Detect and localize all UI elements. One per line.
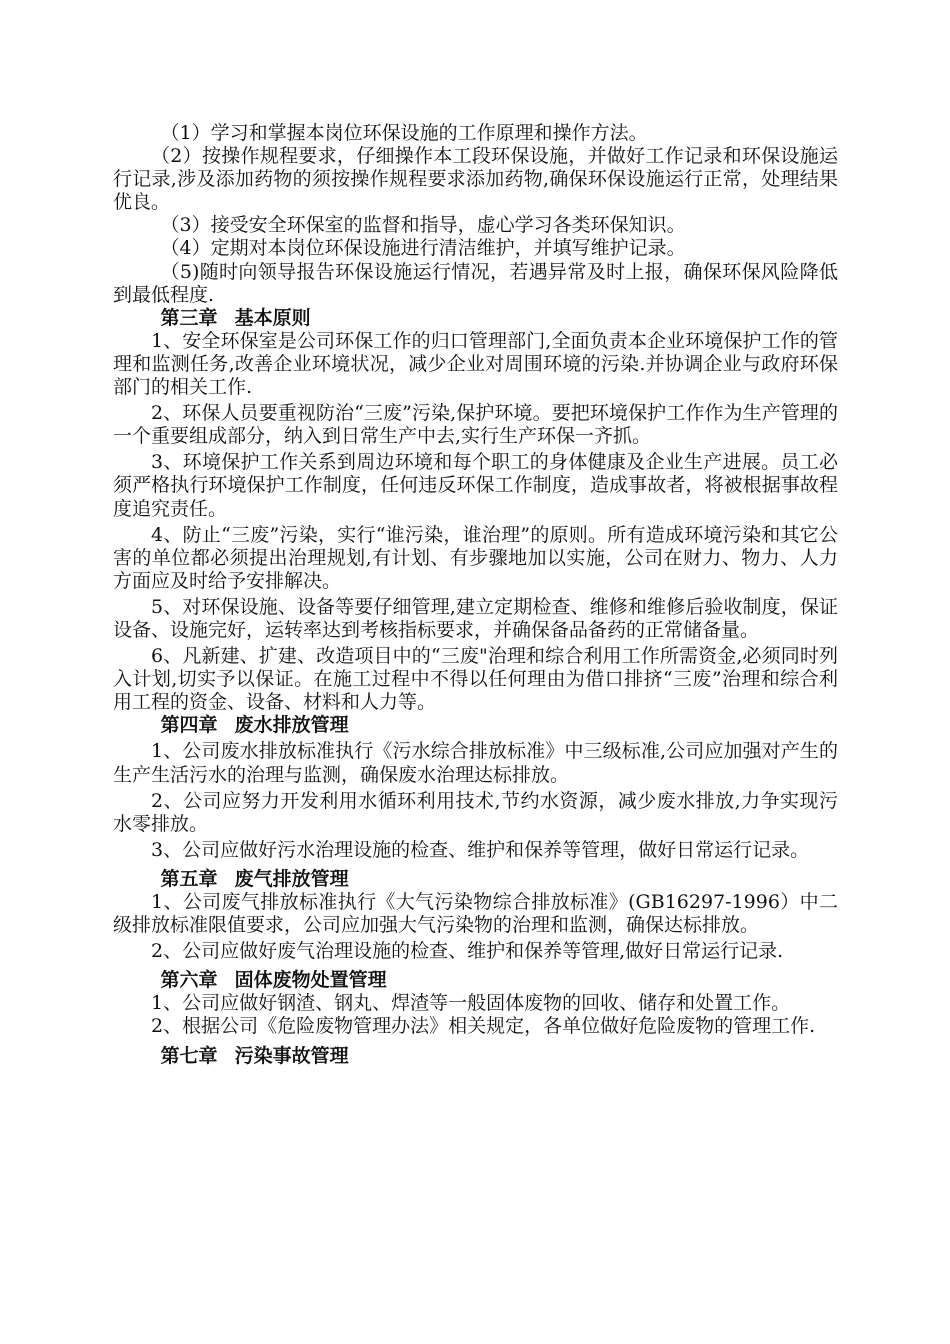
chapter-number: 第五章 xyxy=(160,867,218,890)
clause-paragraph: 2、环保人员要重视防治“三废”污染,保护环境。要把环境保护工作作为生产管理的一个重要组成部分，纳入到日常生产中去,实行生产环保一齐抓。 xyxy=(113,402,838,448)
clause-paragraph: 2、公司应努力开发利用水循环利用技术,节约水资源，减少废水排放,力争实现污水零排放。 xyxy=(113,789,838,835)
chapter-heading xyxy=(113,969,838,992)
clause-paragraph: 4、防止“三废”污染，实行“谁污染，谁治理”的原则。所有造成环境污染和其它公害的单位都必须提出治理规划,有计划、有步骤地加以实施，公司在财力、物力、人力方面应及时给予安排解决。 xyxy=(113,523,838,592)
chapter-number: 第四章 xyxy=(160,714,218,737)
chapter-heading xyxy=(113,714,838,737)
clause-paragraph: 1、公司废水排放标准执行《污水综合排放标准》中三级标准,公司应加强对产生的生产生活污水的治理与监测，确保废水治理达标排放。 xyxy=(113,740,838,786)
clause-paragraph: 2、公司应做好废气治理设施的检查、维护和保养等管理,做好日常运行记录. xyxy=(151,940,784,963)
clause-paragraph: 5、对环保设施、设备等要仔细管理,建立定期检查、维修和维修后验收制度，保证设备、设施完好，运转率达到考核指标要求，并确保备品备药的正常储备量。 xyxy=(113,595,838,641)
duty-paragraph: （3）接受安全环保室的监督和指导，虚心学习各类环保知识。 xyxy=(160,214,686,237)
chapter-title: 废水排放管理 xyxy=(234,714,349,737)
chapter-title: 污染事故管理 xyxy=(234,1044,349,1067)
chapter-title: 废气排放管理 xyxy=(234,867,349,890)
clause-paragraph: 2、根据公司《危险废物管理办法》相关规定，各单位做好危险废物的管理工作. xyxy=(151,1015,816,1038)
clause-paragraph: 3、公司应做好污水治理设施的检查、维护和保养等管理，做好日常运行记录。 xyxy=(151,838,810,861)
chapter-heading xyxy=(113,307,838,330)
chapter-heading xyxy=(113,868,838,891)
clause-paragraph: 1、公司废气排放标准执行《大气污染物综合排放标准》(GB16297-1996）中二级排放标准限值要求，公司应加强大气污染物的治理和监测，确保达标排放。 xyxy=(113,891,838,937)
chapter-heading xyxy=(113,1045,838,1068)
chapter-number: 第三章 xyxy=(160,306,218,329)
clause-paragraph: 1、安全环保室是公司环保工作的归口管理部门,全面负责本企业环境保护工作的管理和监测任务,改善企业环境状况，减少企业对周围环境的污染.并协调企业与政府环保部门的相关工作. xyxy=(113,329,838,399)
duty-paragraph: （4）定期对本岗位环保设施进行清洁维护，并填写维护记录。 xyxy=(160,237,686,260)
duty-paragraph: （1）学习和掌握本岗位环保设施的工作原理和操作方法。 xyxy=(160,122,648,144)
duty-paragraph: （2）按操作规程要求，仔细操作本工段环保设施，并做好工作记录和环保设施运行记录,涉及添加药物的须按操作规程要求添加药物,确保环保设施运行正常，处理结果优良。 xyxy=(113,145,838,214)
chapter-number: 第七章 xyxy=(160,1044,218,1067)
chapter-number: 第六章 xyxy=(160,969,218,992)
clause-paragraph: 3、环境保护工作关系到周边环境和每个职工的身体健康及企业生产进展。员工必须严格执行环境保护工作制度，任何违反环保工作制度，造成事故者，将被根据事故程度追究责任。 xyxy=(113,451,838,520)
chapter-title: 固体废物处置管理 xyxy=(234,969,387,992)
chapter-title: 基本原则 xyxy=(234,306,311,329)
clause-paragraph: 1、公司应做好钢渣、钢丸、焊渣等一般固体废物的回收、储存和处置工作。 xyxy=(151,992,791,1015)
duty-paragraph: （5)随时向领导报告环保设施运行情况，若遇异常及时上报，确保环保风险降低到最低程度. xyxy=(113,260,838,306)
document-body xyxy=(113,122,838,1068)
clause-paragraph: 6、凡新建、扩建、改造项目中的“三废"治理和综合利用工作所需资金,必须同时列入计划,切实予以保证。在施工过程中不得以任何理由为借口排挤“三废”治理和综合利用工程的资金、设备、材料和人力等。 xyxy=(113,645,838,714)
